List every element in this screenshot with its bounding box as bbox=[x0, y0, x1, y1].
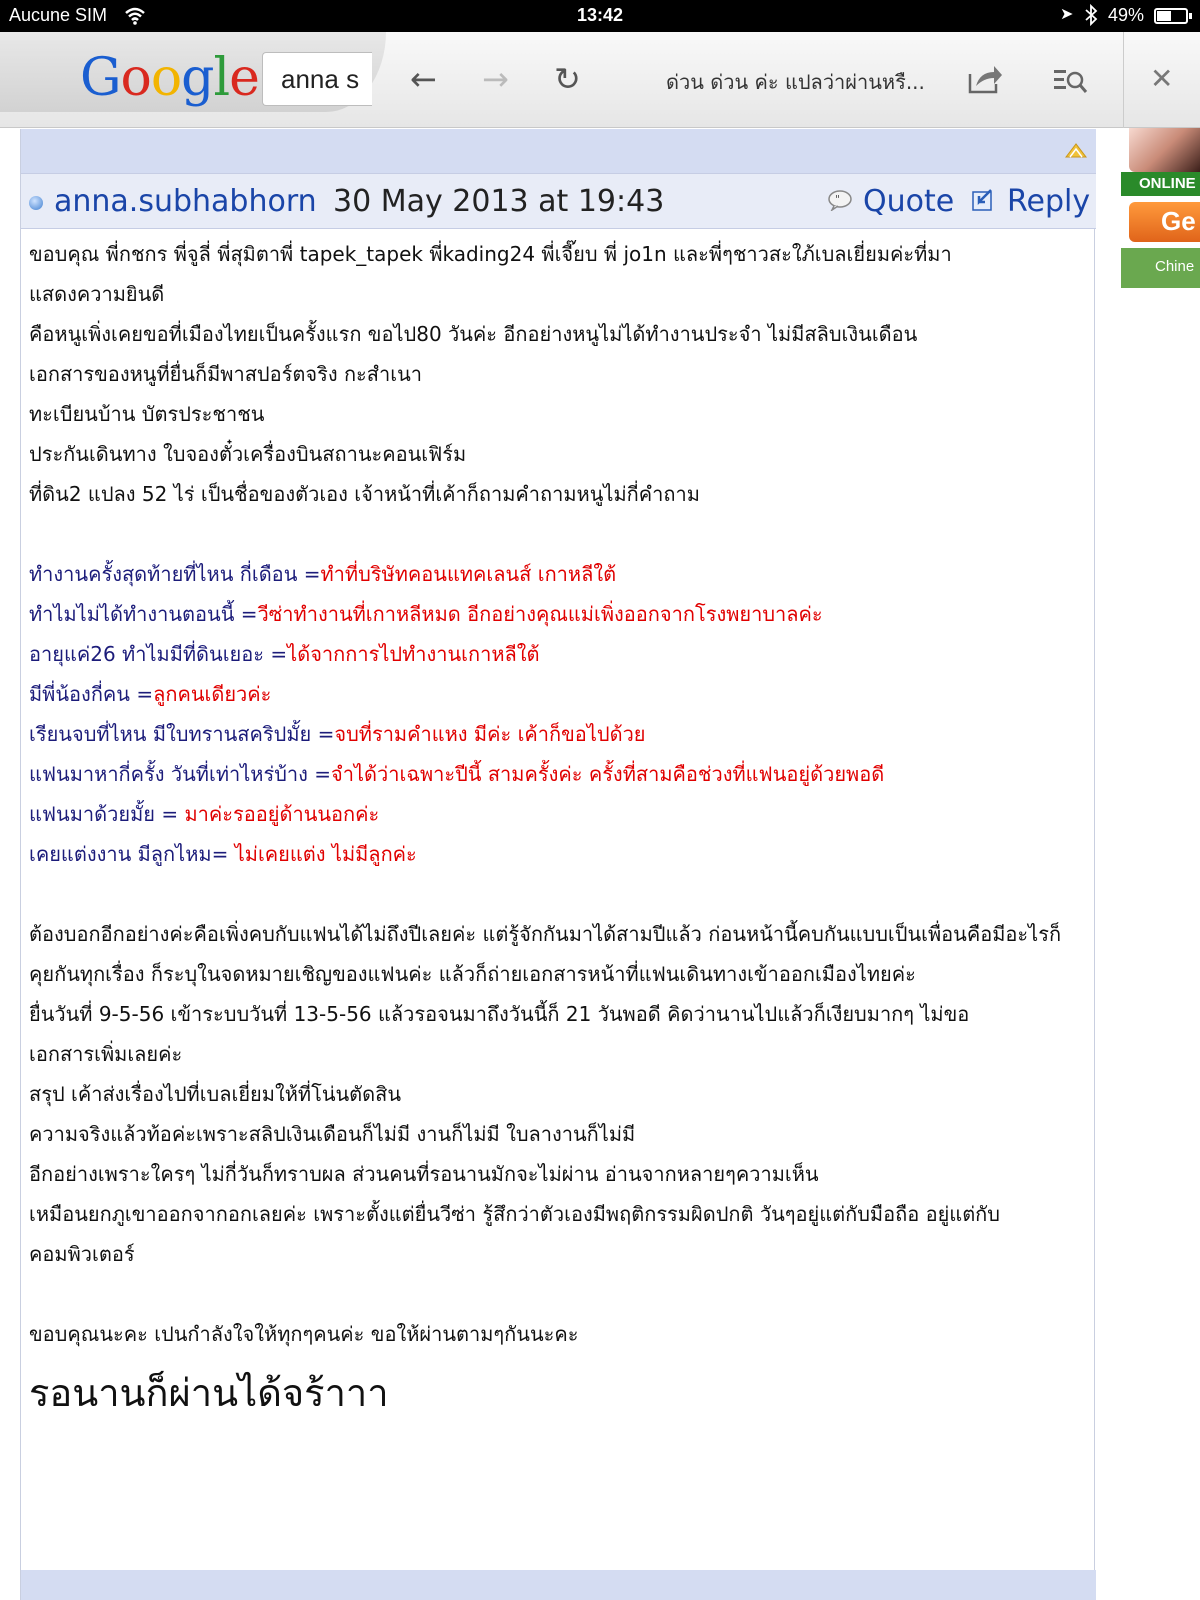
location-arrow-icon: ➤ bbox=[1060, 6, 1074, 23]
bluetooth-icon bbox=[1084, 3, 1098, 27]
post-text-line: เอกสารของหนูที่ยื่นก็มีพาสปอร์ตจริง กะสำเนา bbox=[29, 362, 422, 386]
post-author-link[interactable]: anna.subhabhorn bbox=[54, 184, 317, 219]
reply-icon[interactable] bbox=[971, 188, 995, 212]
qa-answer: วีซ่าทำงานที่เกาหลีหมด อีกอย่างคุณแม่เพิ่งออกจากโรงพยาบาลค่ะ bbox=[257, 602, 823, 626]
quote-icon[interactable] bbox=[827, 189, 853, 211]
post-text-line: เหมือนยกภูเขาออกจากอกเลยค่ะ เพราะตั้งแต่ยื่นวีซ่า รู้สึกว่าตัวเองมีพฤติกรรมผิดปกติ วันๆอยู่แต่กับมือถือ อยู่แต่กับ bbox=[29, 1202, 1000, 1226]
scroll-up-icon[interactable] bbox=[1064, 141, 1088, 159]
qa-answer: ลูกคนเดียวค่ะ bbox=[153, 682, 272, 706]
qa-answer: ทำที่บริษัทคอนแทคเลนส์ เกาหลีใต้ bbox=[320, 562, 617, 586]
post-text-line: ขอบคุณ พี่กชกร พี่จูลี่ พี่สุมิตาพี่ tapek_tapek พี่kading24 พี่เจี๊ยบ พี่ jo1n และพี่ๆชาวสะใภ้เบลเยี่ยมค่ะที่มา bbox=[29, 242, 952, 266]
toolbar-divider bbox=[1123, 32, 1124, 128]
forum-page bbox=[20, 129, 1095, 1600]
post-text-line: ที่ดิน2 แปลง 52 ไร่ เป็นชื่อของตัวเอง เจ้าหน้าที่เค้าก็ถามคำถามหนูไม่กี่คำถาม bbox=[29, 482, 700, 506]
side-advertisement[interactable] bbox=[1121, 128, 1200, 288]
share-icon[interactable] bbox=[966, 62, 1004, 96]
reload-button[interactable]: ↻ bbox=[554, 60, 581, 98]
battery-percent: 49% bbox=[1108, 5, 1145, 25]
qa-question: อายุแค่26 ทำไมมีที่ดินเยอะ = bbox=[29, 642, 288, 666]
post-text-line: คือหนูเพิ่งเคยขอที่เมืองไทยเป็นครั้งแรก ขอไป80 วันค่ะ อีกอย่างหนูไม่ได้ทำงานประจำ ไม่มีสลิบเงินเดือน bbox=[29, 322, 918, 346]
post-header bbox=[21, 173, 1096, 229]
status-bar bbox=[0, 0, 1200, 32]
post-text-line: ต้องบอกอีกอย่างค่ะคือเพิ่งคบกับแฟนได้ไม่ถึงปีเลยค่ะ แต่รู้จักกันมาได้สามปีแล้ว ก่อนหน้านี้คบกันแบบเป็นเพื่อนคือมีอะไรก็ bbox=[29, 922, 1062, 946]
search-input[interactable]: anna s bbox=[262, 52, 372, 106]
ad-language-label: Chine bbox=[1121, 248, 1200, 288]
qa-question: เรียนจบที่ไหน มีใบทรานสคริปมั้ย = bbox=[29, 722, 335, 746]
qa-question: ทำงานครั้งสุดท้ายที่ไหน กี่เดือน = bbox=[29, 562, 321, 586]
qa-question: มีพี่น้องกี่คน = bbox=[29, 682, 154, 706]
qa-line bbox=[29, 594, 1089, 634]
qa-question: แฟนมาหากี่ครั้ง วันที่เท่าไหร่บ้าง = bbox=[29, 762, 332, 786]
post-date: 30 May 2013 at 19:43 bbox=[333, 184, 665, 219]
battery-icon bbox=[1154, 8, 1188, 24]
post-top-band bbox=[21, 129, 1096, 173]
browser-toolbar bbox=[0, 32, 1200, 128]
qa-line bbox=[29, 634, 1089, 674]
page-title: ด่วน ด่วน ค่ะ แปลว่าผ่านหรื... bbox=[666, 70, 925, 94]
post-text-line: คุยกันทุกเรื่อง ก็ระบุในจดหมายเชิญของแฟนค่ะ แล้วก็ถ่ายเอกสารหน้าที่แฟนเดินทางเข้าออกเมืองไทยค่ะ bbox=[29, 962, 916, 986]
qa-line bbox=[29, 674, 1089, 714]
quote-button[interactable]: Quote bbox=[863, 184, 955, 219]
post-bottom-band bbox=[21, 1570, 1096, 1600]
post-text-line: คอมพิวเตอร์ bbox=[29, 1242, 135, 1266]
qa-question: เคยแต่งงาน มีลูกไหม= bbox=[29, 842, 235, 866]
post-text-line: อีกอย่างเพราะใครๆ ไม่กี่วันก็ทราบผล ส่วนคนที่รอนานมักจะไม่ผ่าน อ่านจากหลายๆความเห็น bbox=[29, 1162, 819, 1186]
find-in-page-icon[interactable] bbox=[1054, 66, 1088, 96]
qa-question: แฟนมาด้วยมั้ย = bbox=[29, 802, 185, 826]
post-text-line: ยื่นวันที่ 9-5-56 เข้าระบบวันที่ 13-5-56 แล้วรอจนมาถึงวันนี้ก็ 21 วันพอดี คิดว่านานไปแล้วก็เงียบมากๆ ไม่ขอ bbox=[29, 1002, 970, 1026]
svg-text:": " bbox=[835, 193, 841, 206]
reply-button[interactable]: Reply bbox=[1007, 184, 1091, 219]
google-logo[interactable]: Google bbox=[80, 48, 259, 108]
qa-answer: มาค่ะรออยู่ด้านนอกค่ะ bbox=[184, 802, 380, 826]
qa-answer: ได้จากการไปทำงานเกาหลีใต้ bbox=[287, 642, 540, 666]
post-text-line: ทะเบียนบ้าน บัตรประชาชน bbox=[29, 402, 265, 426]
back-button[interactable]: ← bbox=[410, 60, 437, 98]
post-text-line: สรุป เค้าส่งเรื่องไปที่เบลเยี่ยมให้ที่โน่นตัดสิน bbox=[29, 1082, 402, 1106]
ad-online-badge: ONLINE bbox=[1121, 172, 1200, 196]
qa-line bbox=[29, 554, 1089, 594]
qa-answer: จบที่รามคำแหง มีค่ะ เค้าก็ขอไปด้วย bbox=[334, 722, 646, 746]
ad-photo bbox=[1129, 128, 1200, 172]
qa-line bbox=[29, 794, 1089, 834]
post-text-line: ความจริงแล้วท้อค่ะเพราะสลิปเงินเดือนก็ไม่มี งานก็ไม่มี ใบลางานก็ไม่มี bbox=[29, 1122, 636, 1146]
qa-line bbox=[29, 714, 1089, 754]
qa-answer: ไม่เคยแต่ง ไม่มีลูกค่ะ bbox=[234, 842, 417, 866]
forward-button[interactable]: → bbox=[482, 60, 509, 98]
thanks-line: ขอบคุณนะคะ เปนกำลังใจให้ทุกๆคนค่ะ ขอให้ผ่านตามๆกันนะคะ bbox=[29, 1322, 579, 1346]
qa-answer: จำได้ว่าเฉพาะปีนี้ สามครั้งค่ะ ครั้งที่สามคือช่วงที่แฟนอยู่ด้วยพอดี bbox=[331, 762, 885, 786]
post-text-line: เอกสารเพิ่มเลยค่ะ bbox=[29, 1042, 183, 1066]
status-time: 13:42 bbox=[576, 5, 624, 25]
carrier-label: Aucune SIM bbox=[9, 5, 108, 25]
post-text-line: แสดงความยินดี bbox=[29, 282, 165, 306]
post-text-line: ประกันเดินทาง ใบจองตั๋วเครื่องบินสถานะคอนเฟิร์ม bbox=[29, 442, 467, 466]
ad-get-button[interactable]: Ge bbox=[1129, 202, 1200, 242]
qa-line bbox=[29, 834, 1089, 874]
post-body bbox=[29, 234, 1089, 1428]
closing-heading: รอนานก็ผ่านได้จร้าาา bbox=[29, 1371, 389, 1415]
qa-question: ทำไมไม่ได้ทำงานตอนนี้ = bbox=[29, 602, 258, 626]
qa-line bbox=[29, 754, 1089, 794]
online-status-icon bbox=[29, 196, 43, 210]
close-icon[interactable]: ✕ bbox=[1150, 62, 1174, 95]
